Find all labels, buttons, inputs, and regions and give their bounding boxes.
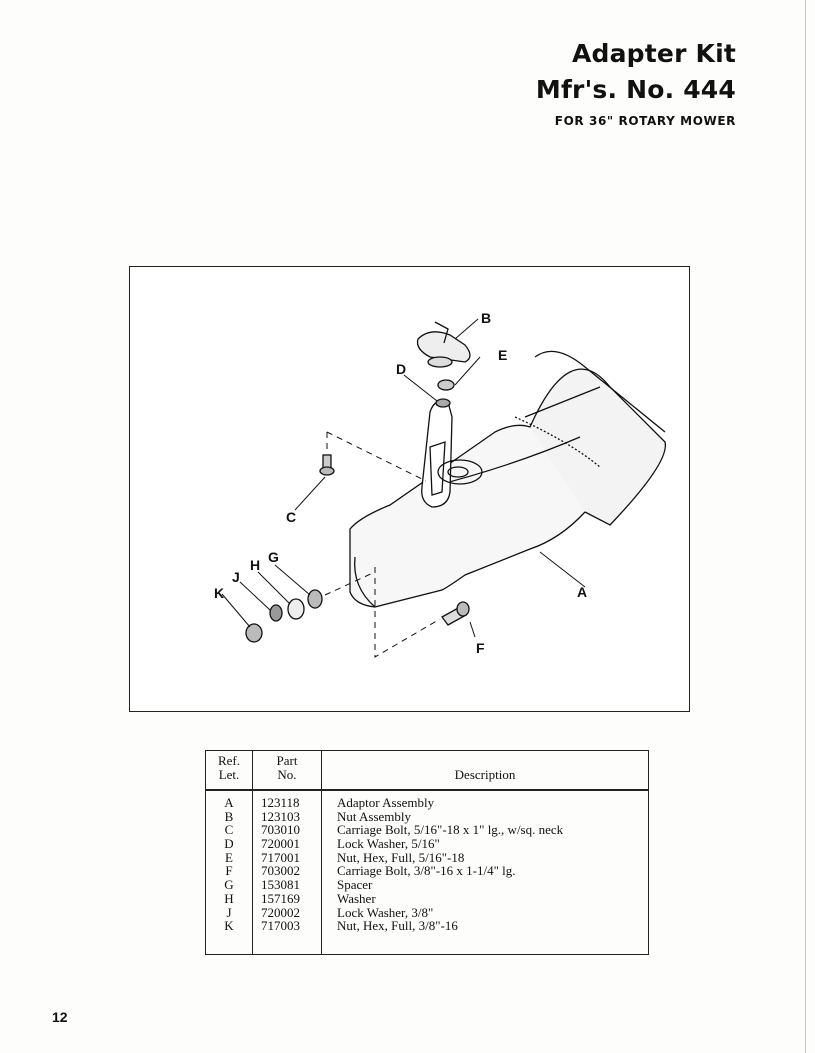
table-row <box>206 919 648 933</box>
header-text: Ref. <box>217 753 241 768</box>
callout-g: G <box>268 549 279 565</box>
part-description: Nut, Hex, Full, 3/8"-16 <box>337 918 458 934</box>
ref-letter: K <box>224 918 234 934</box>
ref-letter: B <box>224 808 234 824</box>
table-row <box>206 864 648 878</box>
part-number: 153081 <box>261 877 300 893</box>
exploded-parts-diagram <box>129 266 690 712</box>
ref-letter: F <box>225 863 233 879</box>
header-text: Part <box>276 753 298 768</box>
diagram-drawing <box>130 267 688 710</box>
part-description: Washer <box>337 890 376 906</box>
ref-letter: J <box>226 904 232 920</box>
callout-e: E <box>498 347 508 363</box>
part-description: Carriage Bolt, 5/16"-18 x 1" lg., w/sq. neck <box>337 822 564 838</box>
table-row <box>206 823 648 837</box>
callout-b: B <box>481 310 492 326</box>
part-number: 720001 <box>261 836 300 852</box>
part-description: Lock Washer, 5/16" <box>337 836 440 852</box>
part-description: Carriage Bolt, 3/8"-16 x 1-1/4" lg. <box>337 863 516 879</box>
part-number-header <box>253 754 321 782</box>
callout-d: D <box>396 361 407 377</box>
manufacturer-number: Mfr's. No. 444 <box>535 75 736 104</box>
description-header: Description <box>454 767 516 782</box>
callout-k: K <box>214 585 225 601</box>
part-description: Nut, Hex, Full, 5/16"-18 <box>337 849 465 865</box>
part-description: Adaptor Assembly <box>337 795 435 810</box>
header-text: No. <box>277 767 297 782</box>
table-row <box>206 796 648 810</box>
ref-letter: D <box>224 836 234 852</box>
table-row <box>206 810 648 824</box>
callout-h: H <box>250 557 261 573</box>
part-number: 717001 <box>261 849 300 865</box>
part-number: 123103 <box>261 808 300 824</box>
parts-rows <box>206 796 648 933</box>
part-number: 717003 <box>261 918 300 934</box>
page-edge-rule <box>805 0 806 1053</box>
callout-a: A <box>577 584 588 600</box>
header-divider <box>206 789 648 791</box>
ref-letter: C <box>224 822 234 838</box>
page-subtitle: FOR 36" ROTARY MOWER <box>554 114 736 128</box>
part-description: Nut Assembly <box>337 808 412 824</box>
title-block <box>536 36 736 128</box>
ref-letter: H <box>224 890 234 906</box>
page-title: Adapter Kit <box>571 39 736 68</box>
part-number: 720002 <box>261 904 300 920</box>
callout-f: F <box>476 640 485 656</box>
callout-c: C <box>286 509 297 525</box>
ref-letter: E <box>225 849 233 865</box>
table-row <box>206 851 648 865</box>
table-row <box>206 837 648 851</box>
ref-letter: A <box>224 795 234 810</box>
part-number: 703010 <box>261 822 300 838</box>
header-text: Let. <box>218 767 240 782</box>
parts-list-table <box>205 750 649 955</box>
part-number: 123118 <box>261 795 300 810</box>
callout-j: J <box>232 569 240 585</box>
part-number: 157169 <box>261 890 300 906</box>
table-row <box>206 906 648 920</box>
part-description: Lock Washer, 3/8" <box>337 904 434 920</box>
part-description: Spacer <box>337 877 373 893</box>
ref-letter: G <box>224 877 234 893</box>
part-number: 703002 <box>261 863 300 879</box>
ref-letter-header <box>206 754 252 782</box>
table-row <box>206 892 648 906</box>
table-row <box>206 878 648 892</box>
page-number: 12 <box>52 1009 68 1025</box>
